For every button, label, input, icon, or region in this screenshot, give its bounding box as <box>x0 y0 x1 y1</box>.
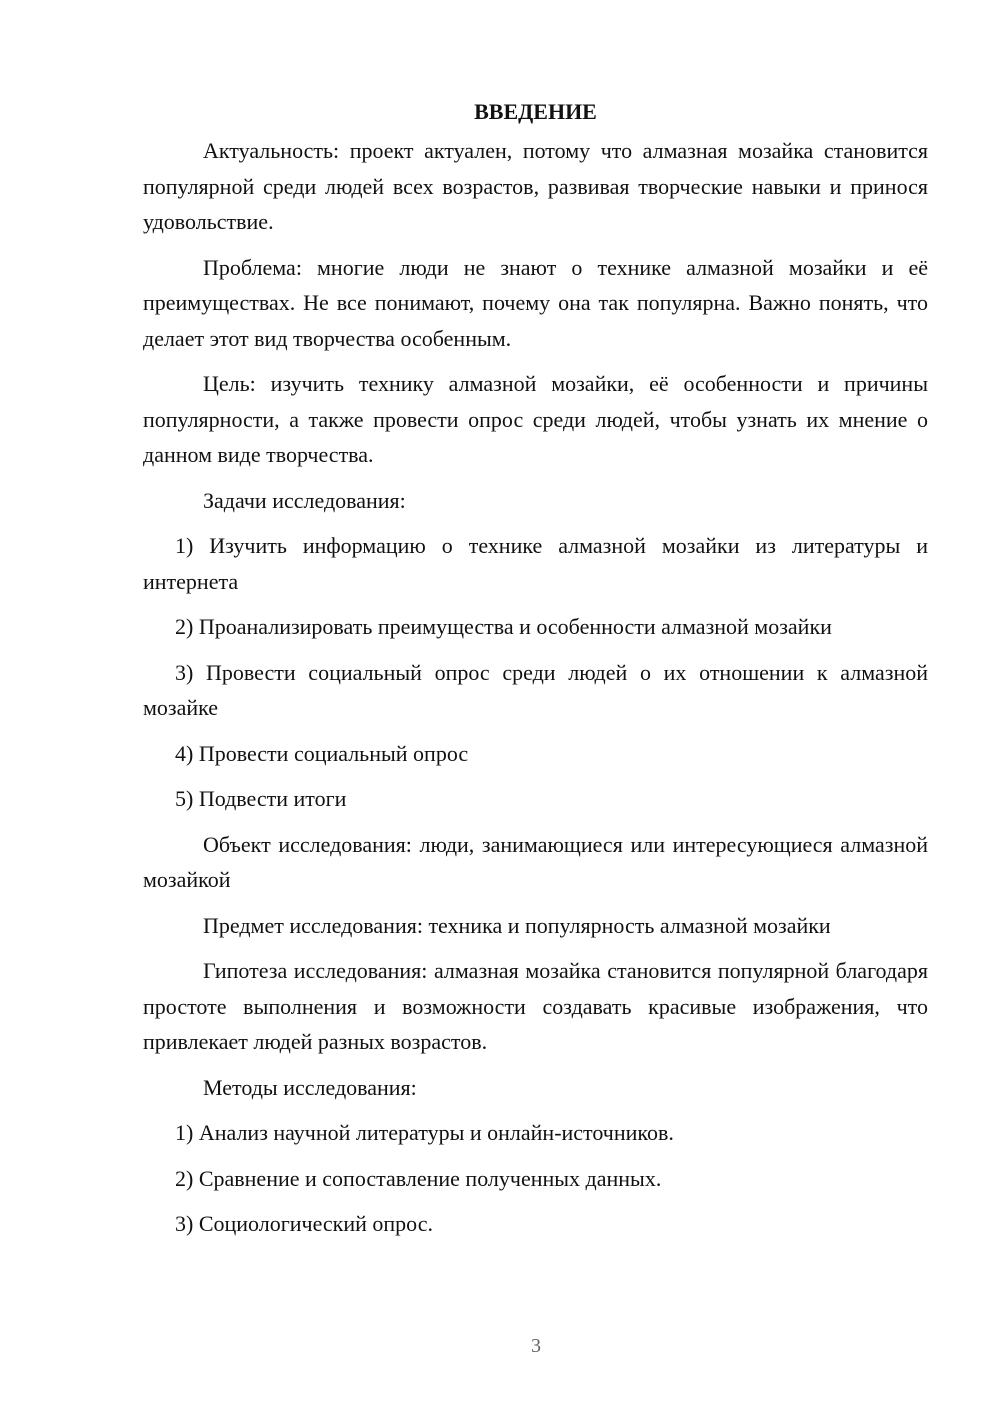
list-item: 2) Сравнение и сопоставление полученных данных. <box>175 1165 662 1191</box>
paragraph-tasks-heading: Задачи исследования: <box>203 487 406 513</box>
page-number: 3 <box>531 1335 541 1357</box>
list-item: 4) Провести социальный опрос <box>175 740 469 766</box>
paragraph-hypothesis: Гипотеза исследования: алмазная мозайка становится популярной благодаря простоте выполнения и возможности создавать красивые изображения, что привлекает людей разных возрастов. <box>143 958 928 1054</box>
page-content <box>143 94 928 1252</box>
paragraph-relevance: Актуальность: проект актуален, потому что алмазная мозайка становится популярной среди людей всех возрастов, развивая творческие навыки и принося удовольствие. <box>143 138 928 234</box>
list-item: 5) Подвести итоги <box>175 786 347 811</box>
paragraph-object: Объект исследования: люди, занимающиеся или интересующиеся алмазной мозайкой <box>143 831 928 892</box>
paragraph-methods-heading: Методы исследования: <box>203 1074 417 1100</box>
list-item: 2) Проанализировать преимущества и особенности алмазной мозайки <box>175 614 832 639</box>
paragraph-goal: Цель: изучить технику алмазной мозайки, её особенности и причины популярности, а также провести опрос среди людей, чтобы узнать их мнение о данном виде творчества. <box>143 371 928 467</box>
paragraph-problem: Проблема: многие люди не знают о технике алмазной мозайки и её преимуществах. Не все понимают, почему она так популярна. Важно понять, что делает этот вид творчества особенным. <box>143 254 928 351</box>
list-item: 1) Изучить информацию о технике алмазной мозайки из литературы и интернета <box>143 533 928 594</box>
list-item: 1) Анализ научной литературы и онлайн-источников. <box>175 1120 674 1145</box>
list-item: 3) Провести социальный опрос среди людей о их отношении к алмазной мозайке <box>143 659 928 720</box>
paragraph-subject: Предмет исследования: техника и популярность алмазной мозайки <box>203 912 831 938</box>
list-item: 3) Социологический опрос. <box>175 1211 433 1236</box>
page-title: ВВЕДЕНИЕ <box>474 99 597 124</box>
